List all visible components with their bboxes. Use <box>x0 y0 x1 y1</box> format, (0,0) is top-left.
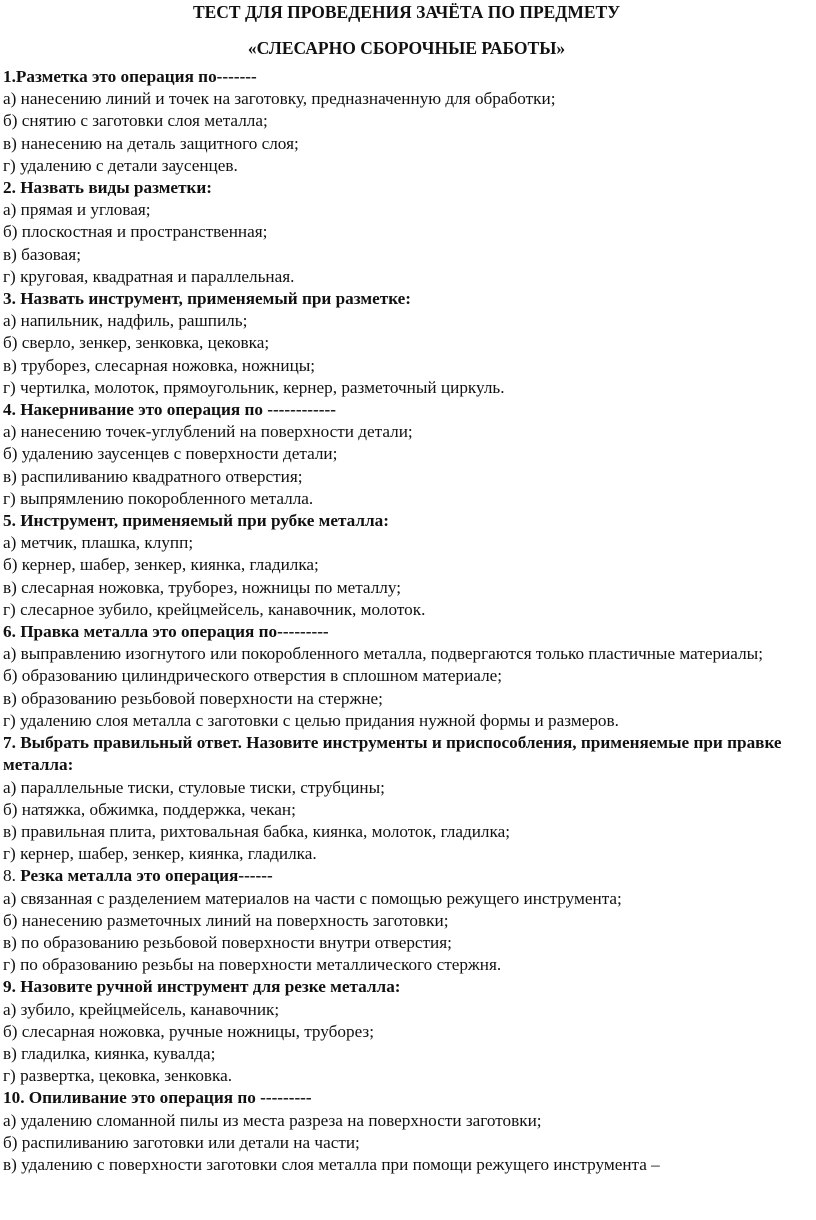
answer-3a: а) напильник, надфиль, рашпиль; <box>3 311 248 331</box>
answer-2c: в) базовая; <box>3 244 81 264</box>
answer-2a: а) прямая и угловая; <box>3 200 151 220</box>
answer-7d: г) кернер, шабер, зенкер, киянка, гладилка. <box>3 844 317 864</box>
answer-4c: в) распиливанию квадратного отверстия; <box>3 466 303 486</box>
answer-9a: а) зубило, крейцмейсель, канавочник; <box>3 999 280 1019</box>
answer-10a: а) удалению сломанной пилы из места разреза на поверхности заготовки; <box>3 1110 542 1130</box>
answer-10c: в) удалению с поверхности заготовки слоя металла при помощи режущего инструмента – <box>3 1154 660 1174</box>
answer-3d: г) чертилка, молоток, прямоугольник, кернер, разметочный циркуль. <box>3 377 505 397</box>
question-4: 4. Накернивание это операция по ------------ <box>3 400 336 420</box>
answer-4b: б) удалению заусенцев с поверхности детали; <box>3 444 338 464</box>
answer-9d: г) развертка, цековка, зенковка. <box>3 1066 233 1086</box>
answer-6a: а) выправлению изогнутого или покоробленного металла, подвергаются только пластичные материалы; <box>3 644 763 664</box>
answer-8b: б) нанесению разметочных линий на поверхность заготовки; <box>3 910 449 930</box>
answer-4a: а) нанесению точек-углублений на поверхности детали; <box>3 422 413 442</box>
answer-7a: а) параллельные тиски, стуловые тиски, струбцины; <box>3 777 385 797</box>
question-8-number: 8. <box>3 866 16 886</box>
answer-6d: г) удалению слоя металла с заготовки с целью придания нужной формы и размеров. <box>3 710 619 730</box>
answer-4d: г) выпрямлению покоробленного металла. <box>3 488 314 508</box>
answer-2d: г) круговая, квадратная и параллельная. <box>3 266 295 286</box>
question-1: 1.Разметка это операция по------- <box>3 67 257 86</box>
answer-1b: б) снятию с заготовки слоя металла; <box>3 111 268 131</box>
answer-1d: г) удалению с детали заусенцев. <box>3 155 238 175</box>
answer-5d: г) слесарное зубило, крейцмейсель, канавочник, молоток. <box>3 599 426 619</box>
question-7: 7. Выбрать правильный ответ. Назовите инструменты и приспособления, применяемые при правке металла: <box>3 733 782 775</box>
answer-8d: г) по образованию резьбы на поверхности металлического стержня. <box>3 955 502 975</box>
document-subtitle: «СЛЕСАРНО СБОРОЧНЫЕ РАБОТЫ» <box>247 38 566 58</box>
answer-8a: а) связанная с разделением материалов на части с помощью режущего инструмента; <box>3 888 622 908</box>
answer-7c: в) правильная плита, рихтовальная бабка, киянка, молоток, гладилка; <box>3 821 510 841</box>
answer-6b: б) образованию цилиндрического отверстия в сплошном материале; <box>3 666 503 686</box>
answer-9b: б) слесарная ножовка, ручные ножницы, труборез; <box>3 1021 374 1041</box>
question-3: 3. Назвать инструмент, применяемый при разметке: <box>3 289 412 309</box>
answer-3b: б) сверло, зенкер, зенковка, цековка; <box>3 333 270 353</box>
question-8-text: Резка металла это операция------ <box>15 866 273 886</box>
answer-3c: в) труборез, слесарная ножовка, ножницы; <box>3 355 316 375</box>
question-6: 6. Правка металла это операция по--------- <box>3 622 329 642</box>
answer-5b: б) кернер, шабер, зенкер, киянка, гладилка; <box>3 555 319 575</box>
answer-5c: в) слесарная ножовка, труборез, ножницы по металлу; <box>3 577 401 597</box>
answer-8c: в) по образованию резьбовой поверхности внутри отверстия; <box>3 932 452 952</box>
answer-2b: б) плоскостная и пространственная; <box>3 222 268 242</box>
answer-10b: б) распиливанию заготовки или детали на части; <box>3 1132 360 1152</box>
answer-7b: б) натяжка, обжимка, поддержка, чекан; <box>3 799 296 819</box>
question-2: 2. Назвать виды разметки: <box>3 178 213 198</box>
question-10: 10. Опиливание это операция по --------- <box>3 1088 312 1108</box>
answer-6c: в) образованию резьбовой поверхности на стержне; <box>3 688 383 708</box>
question-8 <box>3 865 810 887</box>
answer-1a: а) нанесению линий и точек на заготовку, предназначенную для обработки; <box>3 89 556 109</box>
answer-9c: в) гладилка, киянка, кувалда; <box>3 1043 216 1063</box>
question-5: 5. Инструмент, применяемый при рубке металла: <box>3 511 389 531</box>
question-9: 9. Назовите ручной инструмент для резке металла: <box>3 977 401 997</box>
answer-5a: а) метчик, плашка, клупп; <box>3 533 194 553</box>
document-title: ТЕСТ ДЛЯ ПРОВЕДЕНИЯ ЗАЧЁТА ПО ПРЕДМЕТУ <box>192 2 621 22</box>
answer-1c: в) нанесению на деталь защитного слоя; <box>3 133 299 153</box>
